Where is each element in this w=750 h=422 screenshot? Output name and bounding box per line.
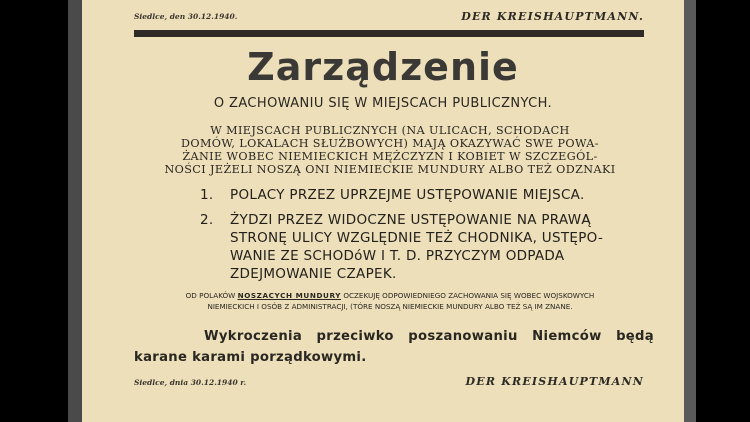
intro-line: ŻANIE WOBEC NIEMIECKICH MĘŻCZYZN I KOBIET W SZCZEGÓL- xyxy=(182,150,598,163)
note-paragraph xyxy=(130,290,650,312)
intro-line: DOMÓW, LOKALACH SŁUŻBOWYCH) MAJĄ OKAZYWAĆ SWE POWA- xyxy=(181,137,599,150)
note-rest: OCZEKUJĘ ODPOWIEDNIEGO ZACHOWANIA SIĘ WOBEC WOJSKOWYCH xyxy=(341,291,595,300)
rule-line: POLACY PRZEZ UPRZEJME USTĘPOWANIE MIEJSCA. xyxy=(230,187,585,203)
header-signature: DER KREISHAUPTMANN. xyxy=(461,10,644,23)
document-title: Zarządzenie xyxy=(247,45,519,89)
note-prefix: OD POLAKÓW xyxy=(185,291,238,300)
rule-line: STRONĘ ULICY WZGLĘDNIE TEŻ CHODNIKA, USTĘPO- xyxy=(230,230,604,246)
intro-paragraph xyxy=(130,124,650,176)
note-line-1 xyxy=(130,290,650,301)
rule-number: 1. xyxy=(200,187,214,203)
note-highlight: NOSZACYCH MUNDURY xyxy=(237,291,342,300)
document-frame-left xyxy=(68,0,82,422)
footer-signature: DER KREISHAUPTMANN xyxy=(465,375,644,388)
rules-list xyxy=(200,186,656,290)
rule-item-2 xyxy=(200,211,656,283)
rule-line: ZDEJMOWANIE CZAPEK. xyxy=(230,266,397,282)
document-frame-right xyxy=(684,0,696,422)
rule-line: ŻYDZI PRZEZ WIDOCZNE USTĘPOWANIE NA PRAWĄ xyxy=(230,212,591,228)
note-line-2: NIEMIECKICH I OSÓB Z ADMINISTRACJI, (TÓRE NOSZĄ NIEMIECKIE MUNDURY ALBO TEŻ SĄ IM ZNANE. xyxy=(207,302,573,311)
header-rule xyxy=(134,30,644,37)
header-date: Siedlce, den 30.12.1940. xyxy=(134,12,238,21)
penalty-statement: Wykroczenia przeciwko poszanowaniu Niemców będą karane karami porządkowymi. xyxy=(134,329,654,365)
rule-item-1 xyxy=(200,186,656,204)
poster-document xyxy=(82,0,684,422)
document-subtitle: O ZACHOWANIU SIĘ W MIEJSCACH PUBLICZNYCH. xyxy=(213,96,553,111)
rule-line: WANIE ZE SCHODóW I T. D. PRZYCZYM ODPADA xyxy=(230,248,565,264)
intro-line: W MIEJSCACH PUBLICZNYCH (NA ULICACH, SCHODACH xyxy=(210,124,570,137)
intro-line: NOŚCI JEŻELI NOSZĄ ONI NIEMIECKIE MUNDURY ALBO TEŻ ODZNAKI xyxy=(164,163,616,176)
footer-date: Siedlce, dnia 30.12.1940 r. xyxy=(134,378,247,387)
rule-number: 2. xyxy=(200,212,214,228)
